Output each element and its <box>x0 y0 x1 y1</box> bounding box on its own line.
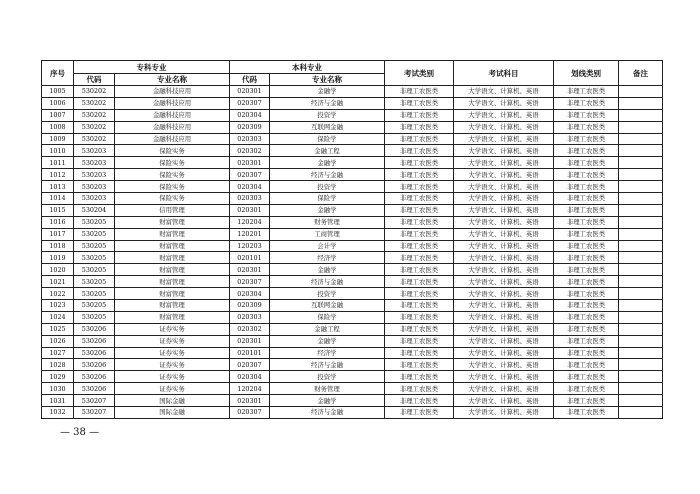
cell-seq: 1008 <box>42 121 74 133</box>
cell-remark <box>619 145 663 157</box>
cell-line-type: 非理工农医类 <box>554 97 619 109</box>
cell-zhuanke-code: 530205 <box>74 288 115 300</box>
cell-seq: 1028 <box>42 359 74 371</box>
cell-exam-type: 非理工农医类 <box>385 395 454 407</box>
table-row <box>42 252 663 264</box>
cell-zhuanke-name: 财富管理 <box>115 228 230 240</box>
cell-exam-type: 非理工农医类 <box>385 288 454 300</box>
cell-benke-code: 020304 <box>230 109 270 121</box>
cell-remark <box>619 264 663 276</box>
cell-exam-type: 非理工农医类 <box>385 145 454 157</box>
table-row <box>42 109 663 121</box>
cell-benke-name: 经济学 <box>270 347 385 359</box>
table-row <box>42 288 663 300</box>
cell-remark <box>619 240 663 252</box>
cell-exam-type: 非理工农医类 <box>385 323 454 335</box>
cell-zhuanke-code: 530205 <box>74 252 115 264</box>
cell-exam-type: 非理工农医类 <box>385 216 454 228</box>
cell-benke-code: 020307 <box>230 276 270 288</box>
cell-line-type: 非理工农医类 <box>554 335 619 347</box>
cell-benke-code: 020301 <box>230 86 270 98</box>
cell-exam-subjects: 大学语文、计算机、英语 <box>454 300 554 312</box>
cell-zhuanke-name: 财富管理 <box>115 264 230 276</box>
cell-zhuanke-name: 金融科技应用 <box>115 109 230 121</box>
cell-zhuanke-name: 证券实务 <box>115 371 230 383</box>
cell-zhuanke-code: 530203 <box>74 169 115 181</box>
cell-benke-code: 020309 <box>230 121 270 133</box>
cell-line-type: 非理工农医类 <box>554 133 619 145</box>
cell-benke-code: 020303 <box>230 193 270 205</box>
cell-remark <box>619 133 663 145</box>
cell-exam-type: 非理工农医类 <box>385 97 454 109</box>
cell-zhuanke-name: 财富管理 <box>115 276 230 288</box>
cell-seq: 1013 <box>42 181 74 193</box>
cell-benke-name: 投资学 <box>270 371 385 383</box>
cell-zhuanke-code: 530207 <box>74 407 115 419</box>
cell-seq: 1031 <box>42 395 74 407</box>
cell-seq: 1021 <box>42 276 74 288</box>
table-row <box>42 347 663 359</box>
table-row <box>42 311 663 323</box>
cell-zhuanke-code: 530206 <box>74 371 115 383</box>
table-row <box>42 383 663 395</box>
cell-line-type: 非理工农医类 <box>554 300 619 312</box>
header-line-type: 划线类别 <box>554 61 619 86</box>
cell-line-type: 非理工农医类 <box>554 371 619 383</box>
cell-line-type: 非理工农医类 <box>554 288 619 300</box>
cell-line-type: 非理工农医类 <box>554 109 619 121</box>
cell-exam-type: 非理工农医类 <box>385 359 454 371</box>
cell-remark <box>619 97 663 109</box>
cell-benke-code: 020304 <box>230 181 270 193</box>
cell-remark <box>619 169 663 181</box>
cell-zhuanke-name: 证券实务 <box>115 335 230 347</box>
cell-seq: 1017 <box>42 228 74 240</box>
cell-exam-subjects: 大学语文、计算机、英语 <box>454 383 554 395</box>
cell-seq: 1015 <box>42 204 74 216</box>
cell-remark <box>619 323 663 335</box>
cell-exam-type: 非理工农医类 <box>385 86 454 98</box>
cell-exam-type: 非理工农医类 <box>385 276 454 288</box>
cell-benke-name: 经济与金融 <box>270 97 385 109</box>
table-row <box>42 371 663 383</box>
cell-benke-code: 020307 <box>230 169 270 181</box>
cell-seq: 1011 <box>42 157 74 169</box>
cell-zhuanke-name: 财富管理 <box>115 252 230 264</box>
cell-exam-subjects: 大学语文、计算机、英语 <box>454 276 554 288</box>
cell-exam-subjects: 大学语文、计算机、英语 <box>454 311 554 323</box>
table-row <box>42 121 663 133</box>
cell-zhuanke-name: 保险实务 <box>115 145 230 157</box>
cell-zhuanke-name: 证券实务 <box>115 359 230 371</box>
header-zhuanke-major: 专科专业 <box>74 61 230 74</box>
cell-exam-subjects: 大学语文、计算机、英语 <box>454 145 554 157</box>
cell-exam-subjects: 大学语文、计算机、英语 <box>454 97 554 109</box>
cell-line-type: 非理工农医类 <box>554 86 619 98</box>
cell-line-type: 非理工农医类 <box>554 181 619 193</box>
cell-benke-name: 保险学 <box>270 133 385 145</box>
cell-benke-name: 投资学 <box>270 288 385 300</box>
cell-line-type: 非理工农医类 <box>554 311 619 323</box>
cell-benke-code: 020303 <box>230 133 270 145</box>
cell-seq: 1022 <box>42 288 74 300</box>
cell-line-type: 非理工农医类 <box>554 121 619 133</box>
cell-exam-subjects: 大学语文、计算机、英语 <box>454 347 554 359</box>
cell-benke-name: 经济与金融 <box>270 359 385 371</box>
cell-exam-type: 非理工农医类 <box>385 407 454 419</box>
cell-benke-code: 020309 <box>230 300 270 312</box>
cell-zhuanke-name: 财富管理 <box>115 216 230 228</box>
cell-benke-name: 金融学 <box>270 395 385 407</box>
cell-benke-name: 会计学 <box>270 240 385 252</box>
cell-seq: 1024 <box>42 311 74 323</box>
header-benke-name: 专业名称 <box>270 74 385 86</box>
cell-zhuanke-code: 530206 <box>74 335 115 347</box>
cell-zhuanke-code: 530202 <box>74 97 115 109</box>
major-mapping-table <box>41 60 663 419</box>
cell-benke-code: 020301 <box>230 264 270 276</box>
cell-remark <box>619 300 663 312</box>
cell-zhuanke-code: 530202 <box>74 121 115 133</box>
cell-remark <box>619 395 663 407</box>
cell-zhuanke-name: 证券实务 <box>115 347 230 359</box>
table-row <box>42 157 663 169</box>
cell-line-type: 非理工农医类 <box>554 359 619 371</box>
cell-line-type: 非理工农医类 <box>554 383 619 395</box>
cell-exam-subjects: 大学语文、计算机、英语 <box>454 359 554 371</box>
cell-exam-type: 非理工农医类 <box>385 204 454 216</box>
cell-zhuanke-name: 国际金融 <box>115 407 230 419</box>
cell-line-type: 非理工农医类 <box>554 193 619 205</box>
table-row <box>42 133 663 145</box>
cell-remark <box>619 252 663 264</box>
cell-benke-name: 保险学 <box>270 193 385 205</box>
cell-benke-code: 020101 <box>230 252 270 264</box>
header-exam-subjects: 考试科目 <box>454 61 554 86</box>
table-row <box>42 359 663 371</box>
cell-line-type: 非理工农医类 <box>554 323 619 335</box>
cell-benke-name: 金融学 <box>270 335 385 347</box>
cell-remark <box>619 121 663 133</box>
cell-exam-subjects: 大学语文、计算机、英语 <box>454 228 554 240</box>
cell-seq: 1032 <box>42 407 74 419</box>
cell-zhuanke-name: 金融科技应用 <box>115 86 230 98</box>
cell-benke-code: 120203 <box>230 240 270 252</box>
cell-line-type: 非理工农医类 <box>554 216 619 228</box>
cell-exam-subjects: 大学语文、计算机、英语 <box>454 121 554 133</box>
cell-seq: 1007 <box>42 109 74 121</box>
cell-benke-code: 120204 <box>230 216 270 228</box>
cell-zhuanke-name: 金融科技应用 <box>115 133 230 145</box>
page-number: — 38 — <box>60 427 100 438</box>
cell-zhuanke-code: 530206 <box>74 347 115 359</box>
cell-exam-subjects: 大学语文、计算机、英语 <box>454 204 554 216</box>
cell-remark <box>619 276 663 288</box>
cell-exam-subjects: 大学语文、计算机、英语 <box>454 193 554 205</box>
cell-zhuanke-code: 530204 <box>74 204 115 216</box>
cell-seq: 1029 <box>42 371 74 383</box>
cell-line-type: 非理工农医类 <box>554 395 619 407</box>
table-row <box>42 335 663 347</box>
cell-line-type: 非理工农医类 <box>554 407 619 419</box>
cell-benke-name: 经济与金融 <box>270 276 385 288</box>
cell-zhuanke-name: 保险实务 <box>115 181 230 193</box>
cell-benke-code: 020302 <box>230 323 270 335</box>
cell-zhuanke-code: 530205 <box>74 276 115 288</box>
cell-zhuanke-name: 证券实务 <box>115 323 230 335</box>
table-row <box>42 276 663 288</box>
cell-zhuanke-code: 530205 <box>74 216 115 228</box>
cell-remark <box>619 383 663 395</box>
table-row <box>42 264 663 276</box>
table-row <box>42 145 663 157</box>
cell-exam-type: 非理工农医类 <box>385 371 454 383</box>
cell-zhuanke-code: 530203 <box>74 181 115 193</box>
cell-zhuanke-name: 保险实务 <box>115 193 230 205</box>
table-body <box>42 86 663 419</box>
table-row <box>42 97 663 109</box>
cell-benke-name: 投资学 <box>270 181 385 193</box>
table-row <box>42 169 663 181</box>
cell-line-type: 非理工农医类 <box>554 252 619 264</box>
cell-line-type: 非理工农医类 <box>554 240 619 252</box>
cell-exam-type: 非理工农医类 <box>385 311 454 323</box>
cell-benke-name: 金融学 <box>270 86 385 98</box>
cell-remark <box>619 347 663 359</box>
cell-benke-code: 120204 <box>230 383 270 395</box>
cell-benke-name: 金融学 <box>270 204 385 216</box>
cell-benke-name: 金融学 <box>270 264 385 276</box>
cell-seq: 1006 <box>42 97 74 109</box>
cell-exam-subjects: 大学语文、计算机、英语 <box>454 264 554 276</box>
cell-benke-code: 020101 <box>230 347 270 359</box>
cell-seq: 1012 <box>42 169 74 181</box>
cell-exam-type: 非理工农医类 <box>385 264 454 276</box>
cell-seq: 1010 <box>42 145 74 157</box>
cell-zhuanke-name: 财富管理 <box>115 311 230 323</box>
cell-zhuanke-code: 530205 <box>74 311 115 323</box>
cell-exam-subjects: 大学语文、计算机、英语 <box>454 181 554 193</box>
cell-benke-code: 120201 <box>230 228 270 240</box>
cell-benke-code: 020301 <box>230 395 270 407</box>
cell-exam-subjects: 大学语文、计算机、英语 <box>454 252 554 264</box>
cell-seq: 1026 <box>42 335 74 347</box>
cell-remark <box>619 288 663 300</box>
header-seq: 序号 <box>42 61 74 86</box>
cell-remark <box>619 371 663 383</box>
cell-exam-subjects: 大学语文、计算机、英语 <box>454 157 554 169</box>
cell-exam-type: 非理工农医类 <box>385 157 454 169</box>
table-row <box>42 323 663 335</box>
cell-seq: 1005 <box>42 86 74 98</box>
cell-benke-code: 020301 <box>230 157 270 169</box>
cell-benke-name: 保险学 <box>270 311 385 323</box>
header-benke-code: 代码 <box>230 74 270 86</box>
cell-seq: 1030 <box>42 383 74 395</box>
cell-benke-name: 财务管理 <box>270 383 385 395</box>
cell-line-type: 非理工农医类 <box>554 228 619 240</box>
cell-zhuanke-code: 530205 <box>74 240 115 252</box>
cell-benke-name: 工商管理 <box>270 228 385 240</box>
cell-zhuanke-code: 530203 <box>74 145 115 157</box>
cell-zhuanke-name: 财富管理 <box>115 288 230 300</box>
cell-zhuanke-name: 保险实务 <box>115 169 230 181</box>
cell-remark <box>619 216 663 228</box>
cell-line-type: 非理工农医类 <box>554 264 619 276</box>
cell-benke-code: 020307 <box>230 359 270 371</box>
cell-line-type: 非理工农医类 <box>554 169 619 181</box>
cell-exam-type: 非理工农医类 <box>385 252 454 264</box>
cell-seq: 1023 <box>42 300 74 312</box>
cell-seq: 1020 <box>42 264 74 276</box>
cell-benke-name: 经济与金融 <box>270 407 385 419</box>
cell-line-type: 非理工农医类 <box>554 204 619 216</box>
cell-exam-subjects: 大学语文、计算机、英语 <box>454 371 554 383</box>
cell-exam-subjects: 大学语文、计算机、英语 <box>454 335 554 347</box>
cell-remark <box>619 407 663 419</box>
cell-benke-code: 020304 <box>230 371 270 383</box>
cell-remark <box>619 86 663 98</box>
cell-benke-name: 金融学 <box>270 157 385 169</box>
cell-zhuanke-code: 530206 <box>74 383 115 395</box>
cell-seq: 1027 <box>42 347 74 359</box>
cell-zhuanke-code: 530206 <box>74 359 115 371</box>
cell-exam-type: 非理工农医类 <box>385 193 454 205</box>
cell-remark <box>619 157 663 169</box>
cell-exam-type: 非理工农医类 <box>385 335 454 347</box>
cell-seq: 1016 <box>42 216 74 228</box>
table-row <box>42 181 663 193</box>
cell-zhuanke-code: 530202 <box>74 86 115 98</box>
table-row <box>42 193 663 205</box>
cell-zhuanke-name: 金融科技应用 <box>115 121 230 133</box>
cell-remark <box>619 335 663 347</box>
table-row <box>42 395 663 407</box>
cell-remark <box>619 204 663 216</box>
cell-exam-subjects: 大学语文、计算机、英语 <box>454 86 554 98</box>
cell-exam-subjects: 大学语文、计算机、英语 <box>454 109 554 121</box>
cell-line-type: 非理工农医类 <box>554 145 619 157</box>
cell-exam-subjects: 大学语文、计算机、英语 <box>454 288 554 300</box>
cell-remark <box>619 181 663 193</box>
header-remark: 备注 <box>619 61 663 86</box>
cell-zhuanke-name: 保险实务 <box>115 157 230 169</box>
cell-zhuanke-name: 财富管理 <box>115 240 230 252</box>
cell-benke-code: 020304 <box>230 288 270 300</box>
cell-seq: 1019 <box>42 252 74 264</box>
cell-zhuanke-name: 财富管理 <box>115 300 230 312</box>
cell-zhuanke-name: 国际金融 <box>115 395 230 407</box>
cell-benke-name: 投资学 <box>270 109 385 121</box>
cell-benke-name: 财务管理 <box>270 216 385 228</box>
cell-benke-code: 020302 <box>230 145 270 157</box>
cell-exam-type: 非理工农医类 <box>385 133 454 145</box>
table-row <box>42 86 663 98</box>
cell-seq: 1014 <box>42 193 74 205</box>
cell-exam-subjects: 大学语文、计算机、英语 <box>454 407 554 419</box>
cell-benke-name: 经济学 <box>270 252 385 264</box>
header-exam-type: 考试类别 <box>385 61 454 86</box>
cell-zhuanke-code: 530205 <box>74 228 115 240</box>
cell-benke-code: 020307 <box>230 97 270 109</box>
table-row <box>42 204 663 216</box>
cell-zhuanke-code: 530207 <box>74 395 115 407</box>
cell-benke-name: 互联网金融 <box>270 300 385 312</box>
cell-exam-type: 非理工农医类 <box>385 121 454 133</box>
cell-benke-name: 金融工程 <box>270 145 385 157</box>
cell-exam-type: 非理工农医类 <box>385 240 454 252</box>
cell-benke-code: 020301 <box>230 335 270 347</box>
cell-benke-name: 互联网金融 <box>270 121 385 133</box>
cell-zhuanke-name: 信用管理 <box>115 204 230 216</box>
cell-zhuanke-code: 530205 <box>74 264 115 276</box>
cell-exam-subjects: 大学语文、计算机、英语 <box>454 133 554 145</box>
cell-line-type: 非理工农医类 <box>554 347 619 359</box>
cell-remark <box>619 193 663 205</box>
cell-exam-subjects: 大学语文、计算机、英语 <box>454 169 554 181</box>
table-row <box>42 240 663 252</box>
cell-zhuanke-code: 530202 <box>74 109 115 121</box>
cell-exam-subjects: 大学语文、计算机、英语 <box>454 216 554 228</box>
cell-exam-type: 非理工农医类 <box>385 169 454 181</box>
cell-zhuanke-code: 530203 <box>74 193 115 205</box>
cell-exam-subjects: 大学语文、计算机、英语 <box>454 395 554 407</box>
cell-zhuanke-name: 金融科技应用 <box>115 97 230 109</box>
cell-zhuanke-name: 证券实务 <box>115 383 230 395</box>
header-benke-major: 本科专业 <box>230 61 385 74</box>
cell-seq: 1018 <box>42 240 74 252</box>
cell-exam-type: 非理工农医类 <box>385 109 454 121</box>
cell-benke-code: 020301 <box>230 204 270 216</box>
cell-exam-type: 非理工农医类 <box>385 228 454 240</box>
cell-exam-type: 非理工农医类 <box>385 347 454 359</box>
table-row <box>42 300 663 312</box>
cell-zhuanke-code: 530206 <box>74 323 115 335</box>
cell-benke-name: 经济与金融 <box>270 169 385 181</box>
cell-remark <box>619 311 663 323</box>
cell-zhuanke-code: 530203 <box>74 157 115 169</box>
cell-exam-subjects: 大学语文、计算机、英语 <box>454 323 554 335</box>
cell-benke-code: 020303 <box>230 311 270 323</box>
cell-benke-name: 金融工程 <box>270 323 385 335</box>
cell-exam-type: 非理工农医类 <box>385 181 454 193</box>
cell-line-type: 非理工农医类 <box>554 157 619 169</box>
cell-remark <box>619 359 663 371</box>
cell-benke-code: 020307 <box>230 407 270 419</box>
table-row <box>42 228 663 240</box>
cell-exam-type: 非理工农医类 <box>385 300 454 312</box>
cell-seq: 1025 <box>42 323 74 335</box>
cell-remark <box>619 109 663 121</box>
header-zhuanke-code: 代码 <box>74 74 115 86</box>
cell-remark <box>619 228 663 240</box>
cell-exam-type: 非理工农医类 <box>385 383 454 395</box>
cell-zhuanke-code: 530202 <box>74 133 115 145</box>
header-zhuanke-name: 专业名称 <box>115 74 230 86</box>
cell-line-type: 非理工农医类 <box>554 276 619 288</box>
cell-zhuanke-code: 530205 <box>74 300 115 312</box>
header-row-1 <box>42 61 663 74</box>
cell-seq: 1009 <box>42 133 74 145</box>
cell-exam-subjects: 大学语文、计算机、英语 <box>454 240 554 252</box>
table-row <box>42 407 663 419</box>
table-row <box>42 216 663 228</box>
